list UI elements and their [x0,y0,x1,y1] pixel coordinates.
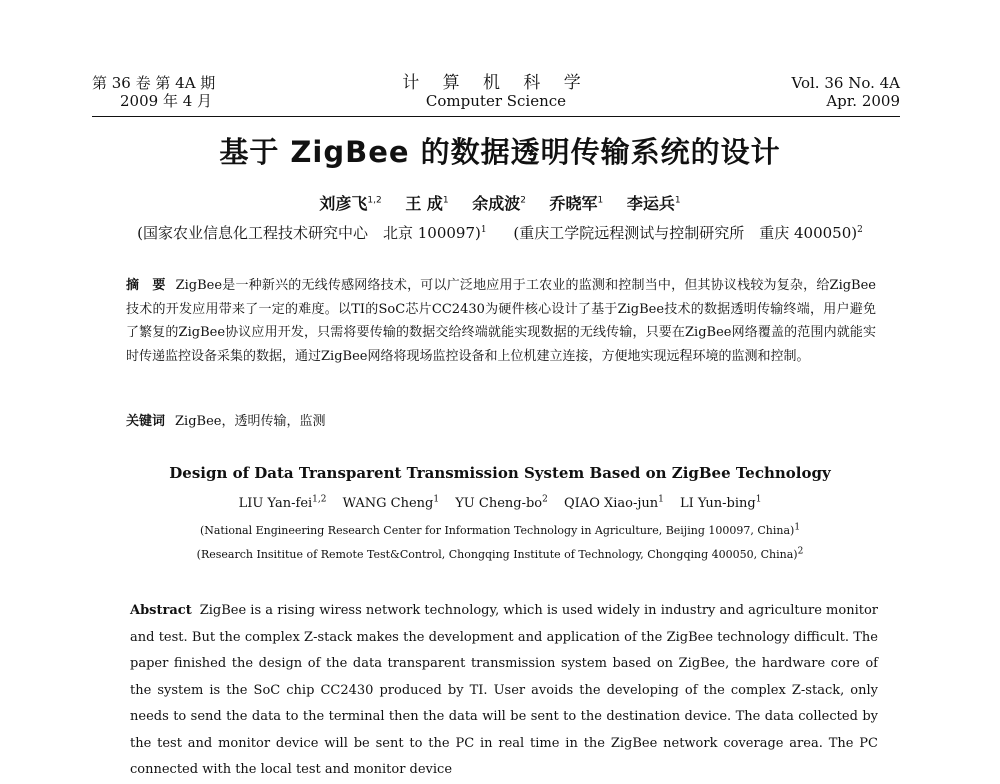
author-zh: 李运兵$^1$ [626,194,681,213]
volume-issue-zh: 第 36 卷 第 4A 期 [92,74,216,92]
author-list-en [0,496,1000,511]
affiliations-zh [0,222,1000,243]
abstract-zh-text: ZigBee是一种新兴的无线传感网络技术，可以广泛地应用于工农业的监测和控制当中，但其协议栈较为复杂，给ZigBee技术的开发应用带来了一定的难度。以TI的SoC芯片CC2430为硬件核心设计了基于ZigBee技术的数据透明传输终端，用户避免了繁复的ZigBee协议应用开发，只需将要传输的数据交给终端就能实现数据的无线传输，只要在ZigBee网络覆盖的范围内就能实时传递监控设备采集的数据，通过ZigBee网络将现场监控设备和上位机建立连接，方便地实现远程环境的监测和控制。 [126,278,876,364]
header-right [792,74,900,110]
affiliation-zh-1: (国家农业信息化工程技术研究中心 北京 100097)$^1$ [137,224,487,242]
author-en: YU Cheng-$bo^2$ [455,494,548,511]
date-en: Apr. 2009 [826,92,900,110]
author-zh: 余成波$^2$ [472,194,526,213]
journal-name-zh: 计 算 机 科 学 [402,73,590,93]
volume-issue-en: Vol. 36 No. 4A [791,74,900,92]
header-journal [92,74,900,110]
abstract-en-text: ZigBee is a rising wiress network technology, which is used widely in industry and agriculture monitor and test. But the complex Z-stack makes the development and application of the ZigBee technology difficult. The paper finished the design of the data transparent transmission system based on ZigBee, the hardware core of the system is the SoC chip CC2430 produced by TI. User avoids the developing of the complex Z-stack, only needs to send the data to the terminal then the data will be sent to the destination device. The data collected by the test and monitor device will be sent to the PC in real time in the ZigBee network coverage area. The PC connected with the local test and monitor device [130,603,878,777]
journal-name-en: Computer Science [425,92,567,110]
abstract-en-label: Abstract [130,603,192,618]
abstract-zh-label: 摘 要 [126,278,166,293]
paper-title-zh: 基于 ZigBee 的数据透明传输系统的设计 [219,135,781,169]
affiliation-en-1: (National Engineering Research Center for Information Technology in Agriculture, Beijing 100097, China)$^1$ [199,522,801,537]
keywords-zh-text: ZigBee，透明传输，监测 [175,414,326,429]
affiliation-zh-2: (重庆工学院远程测试与控制研究所 重庆 400050)$^2$ [513,224,863,242]
author-list-zh [0,191,1000,214]
keywords-zh-label: 关键词 [126,414,166,429]
date-zh: 2009 年 4 月 [120,92,213,110]
affiliation-en-2: (Research Insititue of Remote Test&Control, Chongqing Institute of Technology, Chongqing 400050, China)$^2$ [196,546,804,561]
abstract-en [130,598,878,784]
author-zh: 王 成$^1$ [405,194,449,213]
abstract-zh [126,274,876,368]
header-rule [92,116,900,117]
author-zh: 刘彦飞$^{1,2}$ [319,194,382,213]
author-en: LIU Yan-fei$^{1,2}$ [238,494,327,511]
keywords-zh [126,412,876,432]
author-en: LI Yun-bing$^1$ [680,494,762,511]
author-en: QIAO Xiao-jun$^1$ [564,494,664,511]
paper-title-en: Design of Data Transparent Transmission System Based on ZigBee Technology [169,464,831,482]
author-zh: 乔晓军$^1$ [549,194,604,213]
running-header [92,74,900,118]
author-en: WANG Cheng$^1$ [342,494,440,511]
